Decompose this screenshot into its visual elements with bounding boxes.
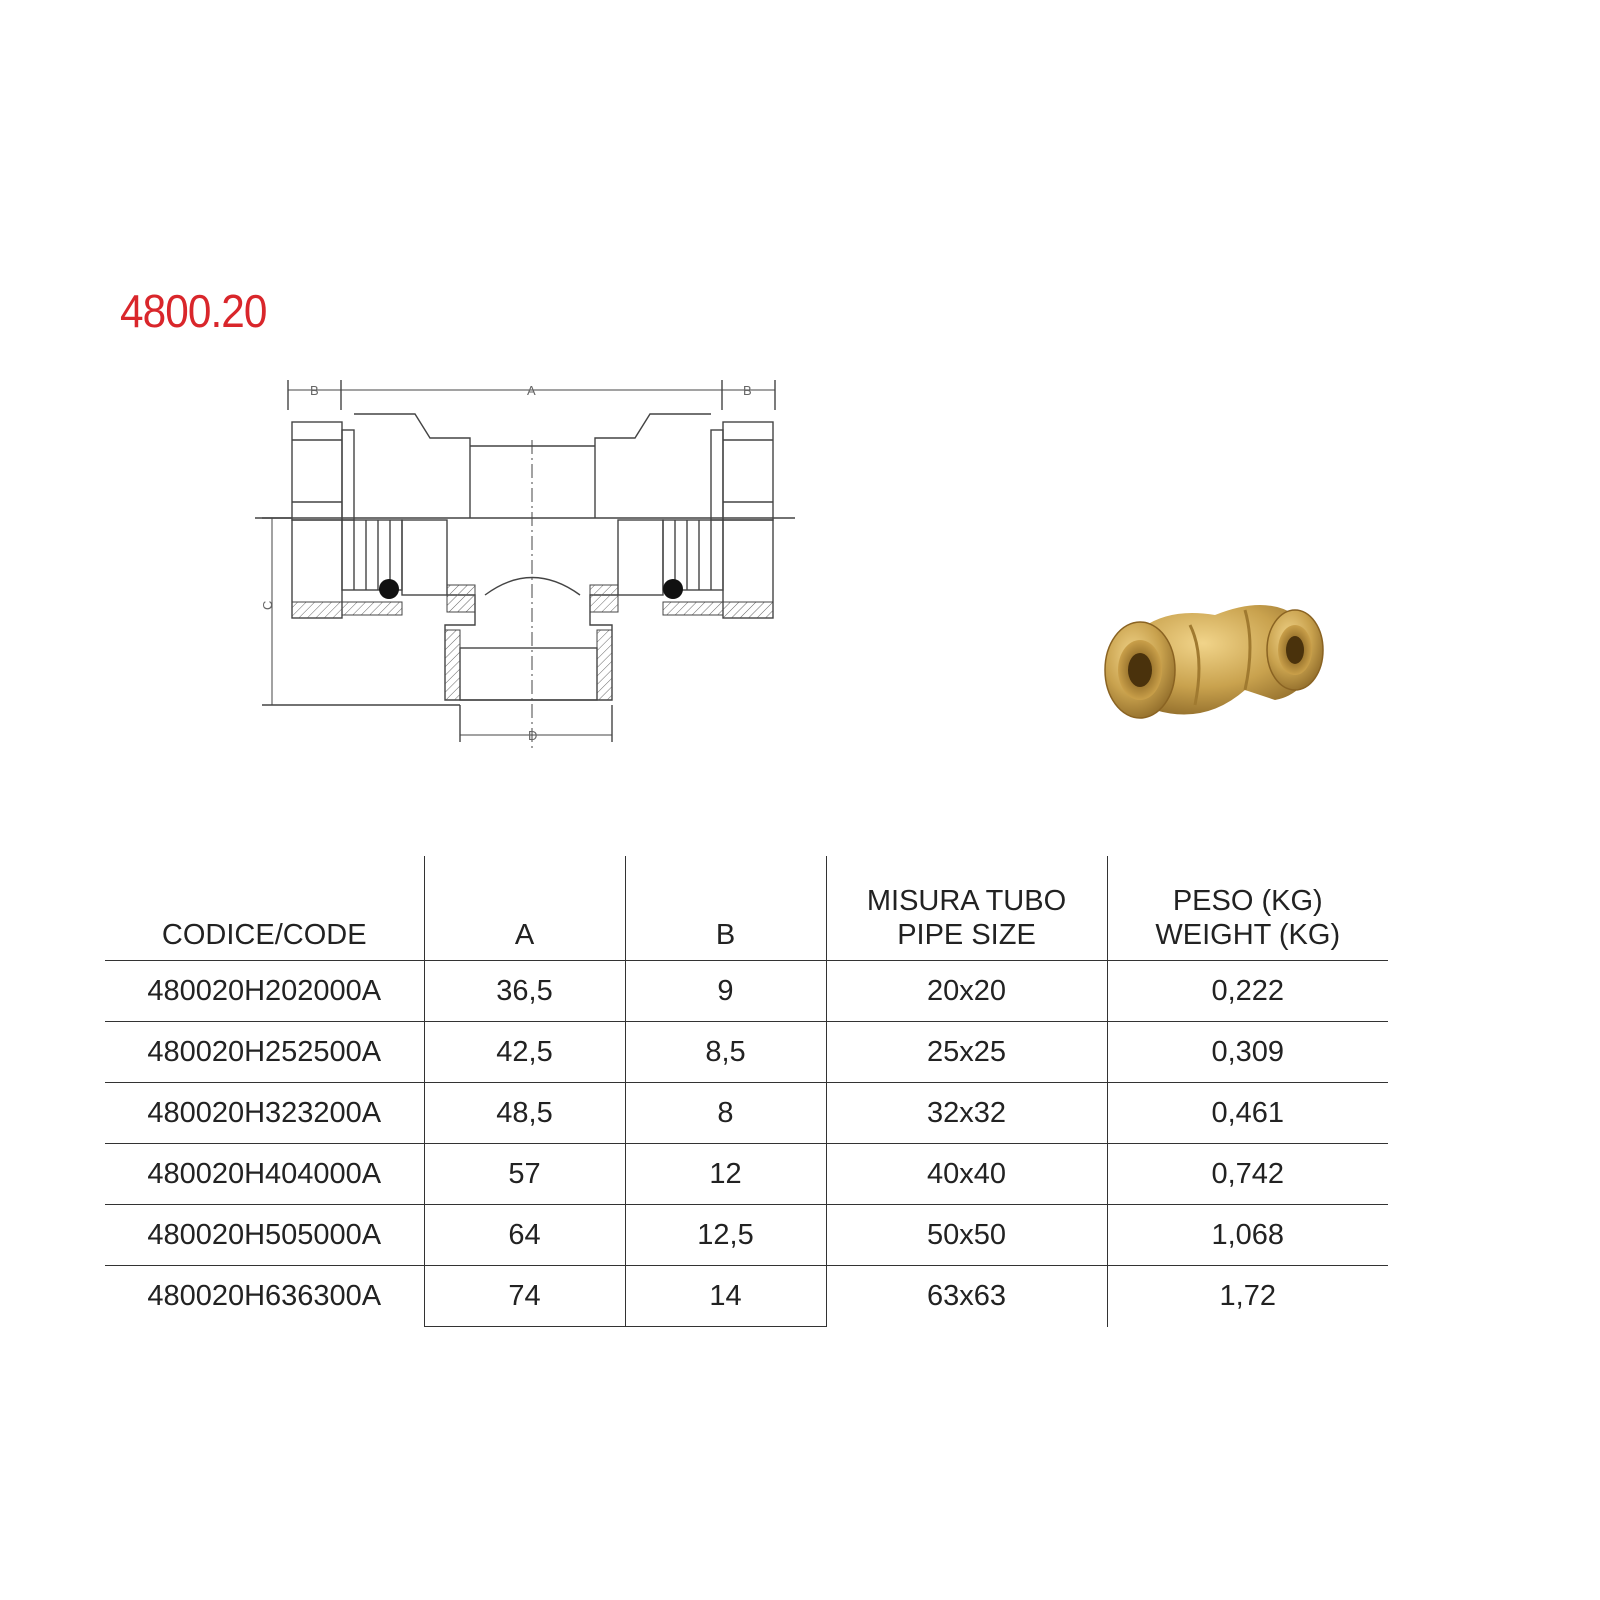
cell-pipe-size: 20x20 [826, 961, 1107, 1022]
table-row [105, 1022, 1388, 1083]
header-weight-line1: PESO (KG) [1172, 885, 1323, 917]
cell-weight: 0,461 [1107, 1083, 1388, 1144]
cell-b: 8,5 [625, 1022, 826, 1083]
o-ring-left [379, 579, 399, 599]
cell-code: 480020H202000A [105, 961, 424, 1022]
tee-fitting-outline [255, 380, 795, 750]
cell-a: 36,5 [424, 961, 625, 1022]
header-pipe-size-line1: MISURA TUBO [866, 885, 1067, 917]
cell-a: 64 [424, 1205, 625, 1266]
cell-pipe-size: 63x63 [826, 1266, 1107, 1327]
cell-code: 480020H404000A [105, 1144, 424, 1205]
header-weight-line2: WEIGHT (KG) [1155, 919, 1341, 951]
cell-b: 8 [625, 1083, 826, 1144]
cell-pipe-size: 40x40 [826, 1144, 1107, 1205]
table-row [105, 1144, 1388, 1205]
table-header-row [105, 856, 1388, 961]
cell-a: 48,5 [424, 1083, 625, 1144]
cell-weight: 0,309 [1107, 1022, 1388, 1083]
cell-weight: 0,222 [1107, 961, 1388, 1022]
cell-b: 14 [625, 1266, 826, 1327]
cell-a: 74 [424, 1266, 625, 1327]
cell-code: 480020H323200A [105, 1083, 424, 1144]
o-ring-right [663, 579, 683, 599]
cell-weight: 1,72 [1219, 1279, 1276, 1312]
cell-weight: 1,068 [1107, 1205, 1388, 1266]
cell-b: 9 [625, 961, 826, 1022]
header-weight [1107, 856, 1388, 961]
cell-b: 12 [625, 1144, 826, 1205]
cell-a: 42,5 [424, 1022, 625, 1083]
cell-pipe-size: 50x50 [826, 1205, 1107, 1266]
dim-label-d: D [528, 728, 538, 743]
header-pipe-size-line2: PIPE SIZE [897, 919, 1036, 951]
dim-label-b-right: B [743, 383, 752, 398]
header-code: CODICE/CODE [105, 856, 424, 961]
header-b: B [625, 856, 826, 961]
cell-code: 480020H505000A [105, 1205, 424, 1266]
header-pipe-size [826, 856, 1107, 961]
table-row [105, 1266, 1388, 1327]
product-photo [1095, 585, 1345, 745]
table-row [105, 1083, 1388, 1144]
cell-pipe-size: 25x25 [826, 1022, 1107, 1083]
spec-table [105, 856, 1388, 1327]
cell-b: 12,5 [625, 1205, 826, 1266]
dim-label-b-left: B [310, 383, 319, 398]
cell-code: 480020H636300A [105, 1266, 424, 1327]
cell-a: 57 [424, 1144, 625, 1205]
cell-weight: 0,742 [1107, 1144, 1388, 1205]
product-title: 4800.20 [120, 285, 267, 337]
dim-label-a: A [527, 383, 536, 398]
header-a: A [424, 856, 625, 961]
dim-label-c: C [260, 600, 275, 610]
table-row [105, 1205, 1388, 1266]
cell-code: 480020H252500A [105, 1022, 424, 1083]
cell-pipe-size: 32x32 [826, 1083, 1107, 1144]
table-row [105, 961, 1388, 1022]
